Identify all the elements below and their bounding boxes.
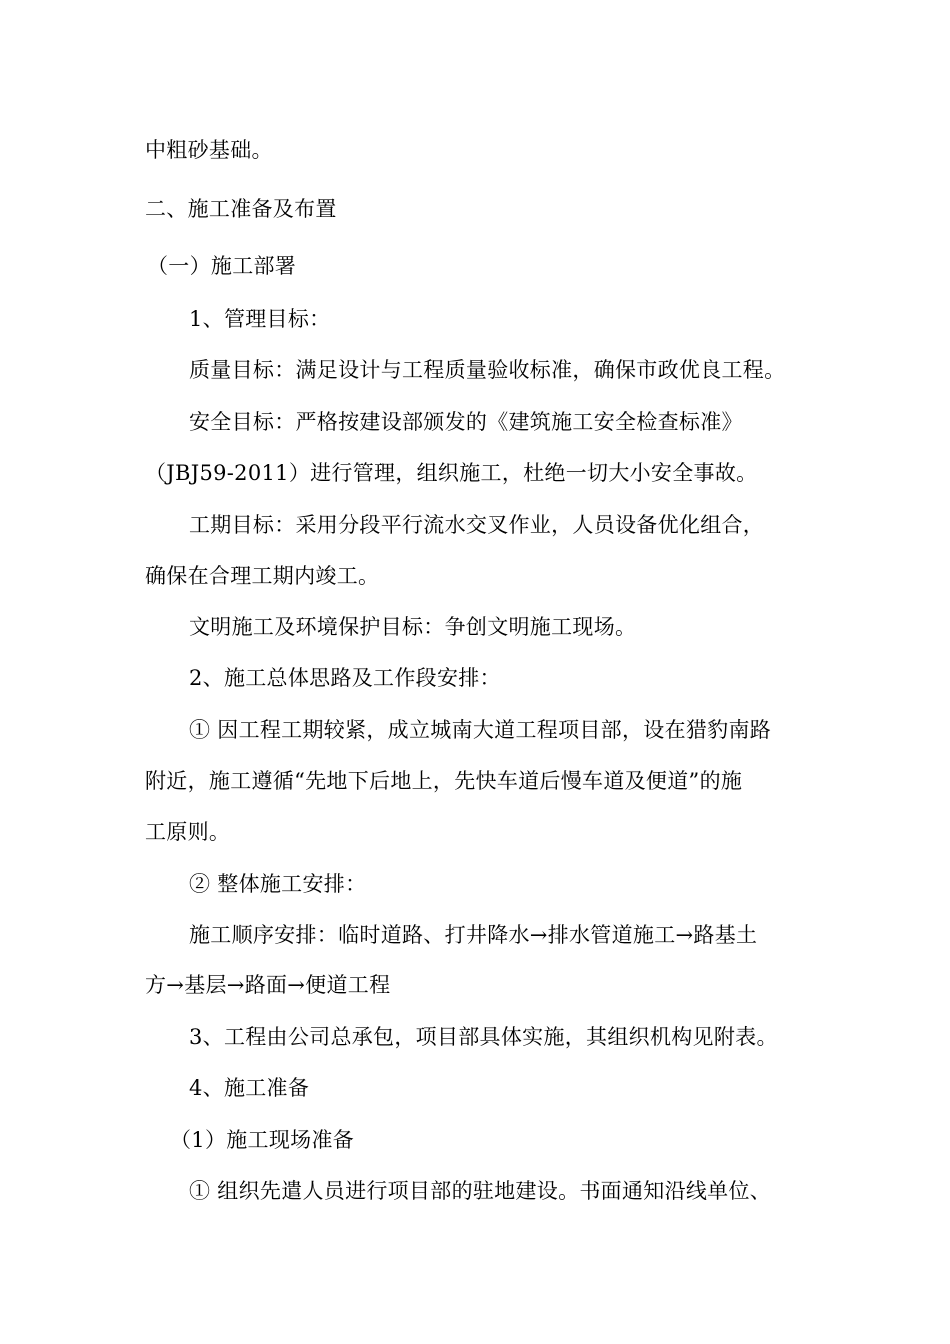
item-heading: 1、管理目标： [189, 307, 331, 331]
subitem-heading: （1）施工现场准备 [170, 1128, 355, 1152]
text-line: ② 整体施工安排： [189, 872, 367, 896]
text-line: 工期目标：采用分段平行流水交叉作业，人员设备优化组合， [189, 513, 765, 537]
text-line: 方→基层→路面→便道工程 [145, 973, 391, 997]
text-line: 中粗砂基础。 [145, 138, 273, 162]
text-line: 文明施工及环境保护目标：争创文明施工现场。 [189, 615, 637, 639]
text-line: 质量目标：满足设计与工程质量验收标准，确保市政优良工程。 [189, 358, 786, 382]
text-line: 3、工程由公司总承包，项目部具体实施，其组织机构见附表。 [189, 1025, 778, 1049]
text-line: 施工顺序安排：临时道路、打井降水→排水管道施工→路基土 [189, 923, 758, 947]
text-line: ① 组织先遣人员进行项目部的驻地建设。书面通知沿线单位、 [189, 1179, 772, 1203]
subsection-heading: （一）施工部署 [147, 254, 297, 278]
section-heading: 二、施工准备及布置 [145, 197, 337, 221]
text-line: 确保在合理工期内竣工。 [145, 564, 380, 588]
text-line: 附近，施工遵循“先地下后地上，先快车道后慢车道及便道”的施 [145, 769, 743, 793]
text-line: 安全目标：严格按建设部颁发的《建筑施工安全检查标准》 [189, 410, 743, 434]
text-line: （JBJ59-2011）进行管理，组织施工，杜绝一切大小安全事故。 [145, 461, 758, 485]
text-line: ① 因工程工期较紧，成立城南大道工程项目部，设在猎豹南路 [189, 718, 772, 742]
item-heading: 2、施工总体思路及工作段安排： [189, 666, 501, 690]
text-line: 工原则。 [145, 820, 231, 844]
item-heading: 4、施工准备 [189, 1076, 310, 1100]
